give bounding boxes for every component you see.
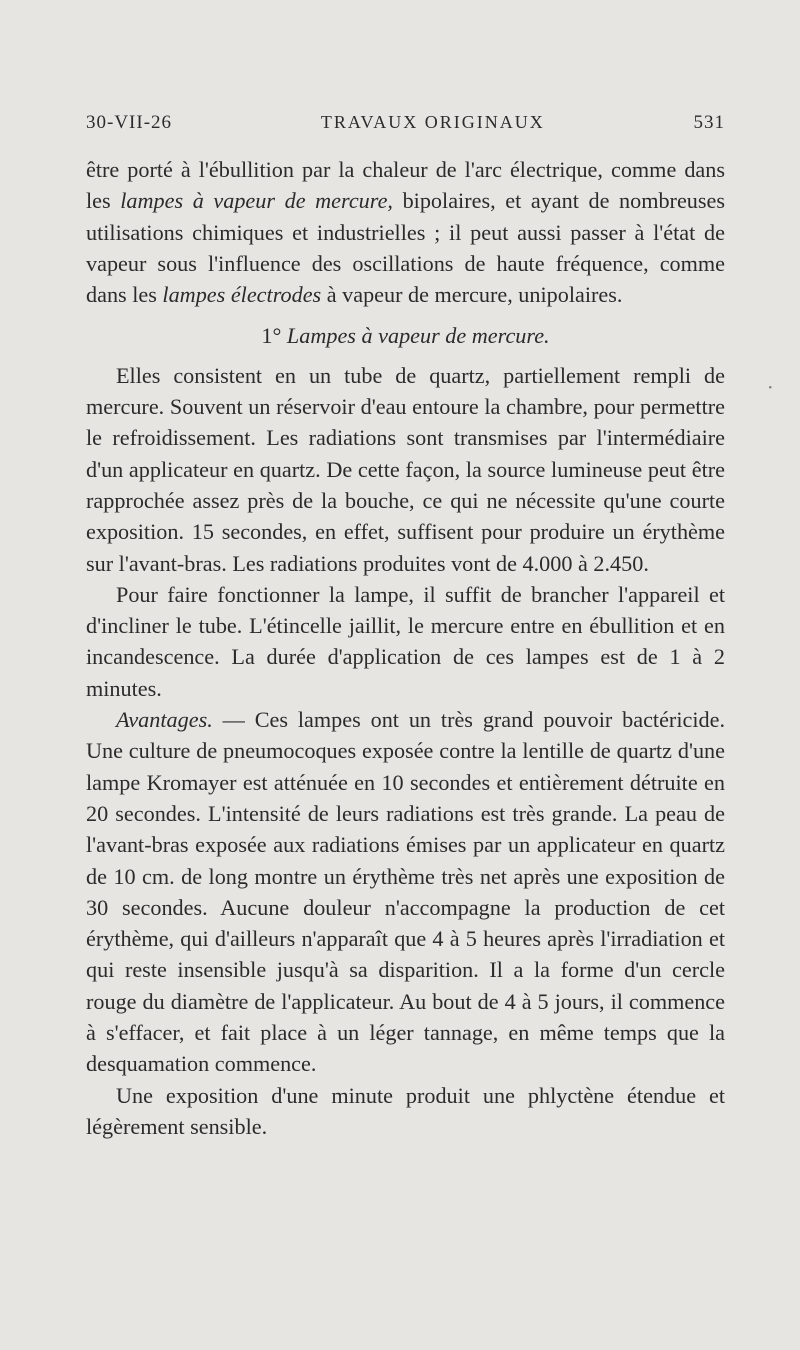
paragraph-2: Elles consistent en un tube de quartz, partiellement rempli de mercure. Souvent un réservoir d'eau entoure la chambre, pour permettre le refroidissement. Les radiations sont transmises par l'intermédiaire d'un applicateur en quartz. De cette façon, la source lumineuse peut être rapprochée assez près de la bouche, ce qui ne nécessite qu'une courte exposition. 15 secondes, en effet, suffisent pour produire un érythème sur l'avant-bras. Les radiations produites vont de 4.000 à 2.450. [86, 362, 725, 576]
paragraph-5: Une exposition d'une minute produit une phlyctène étendue et légèrement sensible. [86, 1082, 725, 1139]
margin-speck: • [768, 383, 772, 394]
paragraph-4-text: — Ces lampes ont un très grand pouvoir bactéricide. Une culture de pneumocoques exposée contre la lentille de quartz d'une lampe Kromayer est atténuée en 10 secondes et entièrement détruite en 20 secondes. L'intensité de leurs radiations est très grande. La peau de l'avant-bras exposée aux radiations émises par un applicateur en quartz de 10 cm. de long montre un érythème très net après une exposition de 30 secondes. Aucune douleur n'accompagne la production de cet érythème, qui d'ailleurs n'apparaît que 4 à 5 heures après l'irradiation et qui reste insensible jusqu'à sa disparition. Il a la forme d'un cercle rouge du diamètre de l'applicateur. Au bout de 4 à 5 jours, il commence à s'effacer, et fait place à un léger tannage, en même temps que la desquamation commence. [86, 707, 725, 1077]
paragraph-4 [86, 704, 725, 1080]
paragraph-1 [86, 154, 725, 310]
paragraph-1-italic-a: lampes à vapeur de mercure, [120, 188, 393, 214]
paragraph-3: Pour faire fonctionner la lampe, il suffit de brancher l'appareil et d'incliner le tube. L'étincelle jaillit, le mercure entre en ébullition et en incandescence. La durée d'application de ces lampes est de 1 à 2 minutes. [86, 581, 725, 701]
paragraph-1-text-a: être porté à l'ébullition par la chaleur de l'arc électrique, comme dans les [86, 157, 725, 214]
running-header [86, 112, 725, 146]
header-date: 30-VII-26 [86, 112, 173, 133]
paragraph-1-text-c: à vapeur de mercure, unipolaires. [321, 282, 623, 308]
section-heading [86, 320, 725, 351]
section-title: Lampes à vapeur de mercure. [286, 323, 550, 349]
paragraph-4-label: Avantages. [116, 707, 213, 733]
page-number: 531 [693, 112, 725, 133]
paragraph-1-italic-b: lampes électrodes [162, 282, 322, 308]
section-number: 1° [261, 323, 282, 349]
body-text [86, 154, 725, 1142]
paragraph-1-text-b: bipolaires, et ayant de nombreuses utilisations chimiques et industrielles ; il peut aussi passer à l'état de vapeur sous l'influence des oscillations de haute fréquence, comme dans les [86, 188, 725, 308]
header-title: TRAVAUX ORIGINAUX [320, 112, 545, 132]
